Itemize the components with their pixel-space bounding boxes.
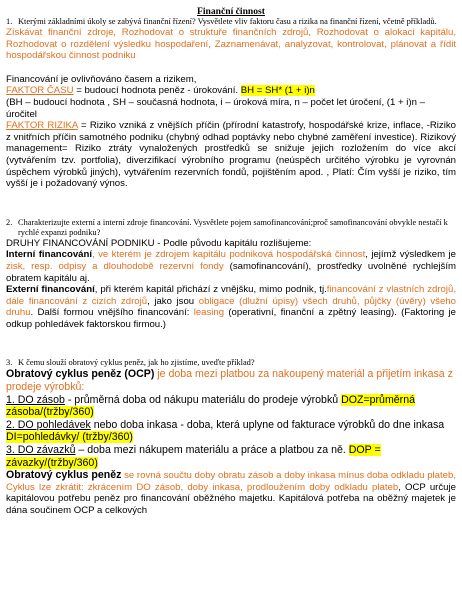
internal-financing-label: Interní financování: [6, 249, 93, 261]
external-financing-label: Externí financování: [6, 284, 95, 296]
external-financing-c: , jako jsou: [147, 295, 199, 307]
ocp-summary-a: se rovná součtu doby obratu zásob a doby inkasa mínus doba odkladu plateb, Cyklus lze zkrátit: zkrácením DO zásob, doby inkasa, prodloužením doby odkladu plateb: [6, 470, 457, 493]
question-3: [6, 358, 456, 368]
question-2-text: Charakterizujte externí a interní zdroje financování. Vysvětlete pojem samofinancování;proč samofinancování obvykle nestačí k rychlé expanzi podniku?: [18, 217, 448, 237]
question-3-number: 3.: [6, 358, 13, 368]
ocp-label: Obratový cyklus peněz (OCP): [6, 368, 155, 381]
ocp-item-1: [6, 394, 456, 419]
ocp-item-2-label: 2. DO pohledávek: [6, 418, 91, 431]
external-financing-e: . Další formou vnějšího financování:: [30, 307, 194, 319]
page-title: Finanční činnost: [197, 6, 265, 17]
external-financing-b: financování z vlastních zdrojů, dále financování z cizích zdrojů: [6, 284, 456, 307]
ocp-item-3: [6, 444, 456, 469]
answer-1-tasks: Získávat finanční zdroje, Rozhodovat o struktuře finančních zdrojů, Rozhodovat o alokaci kapitálu, Rozhodovat o rozdělení výsledku hospodaření, Zaznamenávat, analyzovat, kontrolovat, plánovat a řídit hospodářskou činnost podniku: [6, 27, 456, 62]
ocp-summary-b: , OCP určuje kapitálovou potřebu peněz pro financování oběžného majetku. Kapitálová potřeba na oběžný majetek je dána součinem OCP a celkových: [6, 481, 456, 516]
question-1-text: Kterými základními úkoly se zabývá finanční řízení? Vysvětlete vliv faktoru času a rizika na finanční řízení, včetně příkladů.: [18, 17, 437, 26]
external-financing-g: (operativní, finanční a zpětný leasing). (Faktoring je odkup pohledávek faktorskou firmou.): [6, 307, 456, 330]
question-3-text: K čemu slouží obratový cyklus peněz, jak ho zjistíme, uveďte příklad?: [18, 358, 255, 368]
external-financing-d: obligace (dlužní úpisy) všech druhů, půjčky (úvěry) všeho druhu: [6, 295, 456, 319]
internal-financing-d: (samofinancování), prostředky uvolněné rychlejším obratem kapitálu aj.: [6, 260, 457, 284]
ocp-item-3-formula: DOP = závazky/(tržby/360): [6, 444, 381, 469]
factor-time-line: [6, 85, 456, 97]
ocp-summary-label: Obratový cyklus peněz: [6, 469, 122, 482]
factor-time-text: = budoucí hodnota peněz - úrokování.: [73, 85, 241, 97]
internal-financing-paragraph: [6, 249, 456, 284]
ocp-item-1-formula: DOZ=průměrná zásoba/(tržby/360): [6, 393, 415, 419]
external-financing-f: leasing: [193, 307, 225, 319]
ocp-definition: [6, 368, 456, 393]
factor-time-formula: BH = SH* (1 + i)n: [240, 85, 315, 97]
internal-financing-b: , jejímž výsledkem je: [365, 249, 457, 261]
ocp-summary: [6, 469, 456, 516]
ocp-item-2-formula: DI=pohledávky/ (tržby/360): [6, 431, 133, 444]
question-1-number: 1.: [6, 17, 13, 26]
factor-time-legend: (BH – budoucí hodnota , SH – současná hodnota, i – úroková míra, n – počet let úročení, (1 + i)n – úročitel: [6, 96, 425, 120]
question-2-number: 2.: [6, 217, 13, 227]
ocp-item-1-label: 1. DO zásob: [6, 393, 65, 406]
ocp-def-text: je doba mezi platbou za nakoupený materiál a přijetím inkasa z prodeje výrobků:: [6, 368, 453, 394]
ocp-item-3-text: – doba mezi nákupem materiálu a práce a platbou za ně.: [75, 444, 349, 457]
ocp-item-2: [6, 419, 456, 444]
ocp-item-1-text: - průměrná doba od nákupu materiálu do prodeje výrobků: [64, 393, 342, 406]
influence-line: Financování je ovlivňováno časem a rizikem,: [6, 73, 197, 85]
external-financing-paragraph: [6, 284, 456, 330]
external-financing-a: , při kterém kapitál přichází z vnějšku, mimo podnik, tj.: [94, 284, 327, 296]
internal-financing-a: , ve kterém je zdrojem kapitálu podniková hospodářská činnost: [92, 249, 366, 261]
internal-financing-c: zisk, resp. odpisy a dlouhodobě rezervní fondy: [6, 260, 224, 272]
factor-risk-paragraph: [6, 120, 456, 190]
ocp-item-3-label: 3. DO závazků: [6, 444, 76, 457]
factor-time-label: FAKTOR ČASU: [6, 85, 74, 97]
question-1: [6, 17, 456, 27]
factor-risk-text: = Riziko vzniká z vnějších příčin (přírodní katastrofy, hospodářské krize, inflace, -Riziko z vnitřních příčin samotného podniku (chybný odhad poptávky nebo chybné zaměření investice). Rizikový management= Riziko ztráty vynaložených prostředků se snižuje jejich rozložením do více akcí (vytvářením tzv. portfolia), diverzifikací výrobního programu (neúspěch určitého výrobku je vyrovnán úspěchem výrobků jiných), vytvářením rezervních fondů, pojištěním apod. , Platí: Čím vyšší je riziko, tím vyšší je i požadovaný výnos.: [6, 120, 456, 190]
question-2: [6, 218, 456, 238]
ocp-item-2-text: nebo doba inkasa - doba, která uplyne od fakturace výrobků do dne inkasa: [90, 418, 445, 431]
document-page: [6, 6, 456, 517]
factor-risk-label: FAKTOR RIZIKA: [6, 120, 78, 132]
financing-types-heading: DRUHY FINANCOVÁNÍ PODNIKU - Podle původu kapitálu rozlišujeme:: [6, 237, 312, 249]
